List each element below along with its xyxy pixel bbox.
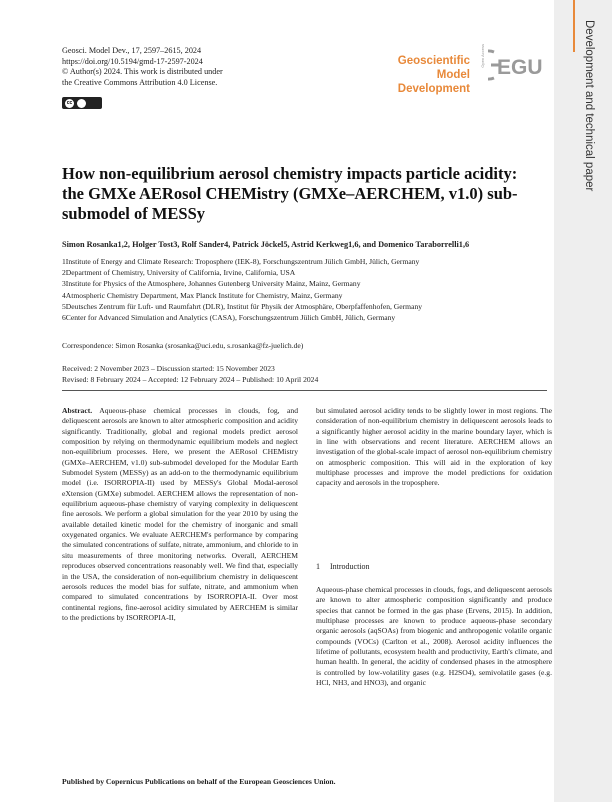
cc-by-icon[interactable] xyxy=(62,97,102,109)
affiliation-list xyxy=(62,256,547,323)
abstract-continuation: but simulated aerosol acidity tends to be slightly lower in most regions. The consideration of non-equilibrium chemistry in deliquescent aerosols leads to a significantly higher aerosol acidity in the marine boundary layer, which is in line with observations and recent literature. AERCHEM allows an investigation of the global-scale impact of aerosol non-equilibrium chemistry on atmospheric composition. This will aid in the exploration of key multiphase processes and improve the model predictions for oxidation capacity and aerosols in the troposphere. xyxy=(316,406,552,488)
publisher-footer: Published by Copernicus Publications on behalf of the European Geosciences Union. xyxy=(62,777,336,786)
abstract-heading: Abstract. xyxy=(62,406,93,415)
egu-logo-text: EGU xyxy=(497,56,543,79)
revised-dates: Revised: 8 February 2024 – Accepted: 12 February 2024 – Published: 10 April 2024 xyxy=(62,375,319,385)
correspondence-line: Correspondence: Simon Rosanka (srosanka@uci.edu, s.rosanka@fz-juelich.de) xyxy=(62,341,304,350)
citation-journal-line: Geosci. Model Dev., 17, 2597–2615, 2024 xyxy=(62,46,202,55)
section-title: Introduction xyxy=(330,562,370,571)
author-list: Simon Rosanka1,2, Holger Tost3, Rolf Sander4, Patrick Jöckel5, Astrid Kerkweg1,6, and Domenico Taraborrelli1,6 xyxy=(62,240,470,249)
egu-logo-icon xyxy=(488,48,546,82)
publication-dates xyxy=(62,363,318,385)
citation-license: the Creative Commons Attribution 4.0 License. xyxy=(62,77,218,87)
open-access-label: Open Access xyxy=(480,44,485,68)
citation-doi-link[interactable]: https://doi.org/10.5194/gmd-17-2597-2024 xyxy=(62,56,203,66)
citation-copyright: © Author(s) 2024. This work is distributed under xyxy=(62,67,223,77)
affiliation-2: 2Department of Chemistry, University of California, Irvine, California, USA xyxy=(62,268,296,278)
affiliation-3: 3Institute for Physics of the Atmosphere, Johannes Gutenberg University Mainz, Mainz, Germany xyxy=(62,279,361,289)
journal-name-line1: Geoscientific xyxy=(397,55,470,67)
affiliation-5: 5Deutsches Zentrum für Luft- und Raumfahrt (DLR), Institut für Physik der Atmosphäre, Oberpfaffenhofen, Germany xyxy=(62,301,423,311)
paper-title: How non-equilibrium aerosol chemistry impacts particle acidity: the GMXe AERosol CHEMistry (GMXe–AERCHEM, v1.0) sub-submodel of MESSy xyxy=(62,164,518,223)
affiliation-1: 1Institute of Energy and Climate Research: Troposphere (IEK-8), Forschungszentrum Jülich GmbH, Jülich, Germany xyxy=(62,257,420,266)
header-divider xyxy=(62,390,547,391)
received-dates: Received: 2 November 2023 – Discussion started: 15 November 2023 xyxy=(62,364,275,373)
journal-name-line2: Model Development xyxy=(397,69,470,95)
affiliation-4: 4Atmospheric Chemistry Department, Max Planck Institute for Chemistry, Mainz, Germany xyxy=(62,290,343,300)
section-heading-introduction xyxy=(316,562,370,571)
affiliation-6: 6Center for Advanced Simulation and Analytics (CASA), Forschungszentrum Jülich GmbH, Jülich, Germany xyxy=(62,313,396,323)
by-icon xyxy=(77,99,86,108)
article-type-label: Development and technical paper xyxy=(583,20,595,192)
abstract-column xyxy=(62,406,298,623)
introduction-text: Aqueous-phase chemical processes in clouds, fogs, and deliquescent aerosols are known to alter atmospheric composition significantly and produce species that cannot be formed in the gas phase (Ervens, 2015). In addition, multiphase processes are known to produce aqueous-phase secondary organic aerosols (aqSOAs) from biogenic and anthropogenic volatile organic compounds (VOCs) (Carlton et al., 2008). Aerosol acidity influences the lifetime of pollutants, ecosystem health and productivity, Earth's climate, and human health. In general, the acidity of condensed phases in the atmosphere is controlled by low-volatility gases (e.g. H2SO4), semivolatile gases (e.g. HCl, NH3, and HNO3), and organic xyxy=(316,585,552,688)
sidebar-accent-line xyxy=(573,0,575,52)
abstract-text: Aqueous-phase chemical processes in clouds, fog, and deliquescent aerosols are known to alter atmospheric composition and acidity significantly. Traditionally, global and regional models predict aerosol composition by relying on thermodynamic equilibrium models and neglect non-equilibrium processes. Here, we present the AERosol CHEMistry (GMXe–AERCHEM, v1.0) sub-submodel developed for the Modular Earth Submodel System (MESSy) as an add-on to the thermodynamic equilibrium model (i.e. ISORROPIA-II) used by MESSy's Global Modal-aerosol eXtension (GMXe) submodel. AERCHEM allows the representation of non-equilibrium aqueous-phase chemistry of varying complexity in deliquescent fine aerosols. We perform a global simulation for the year 2010 by using the available detailed kinetic model for the chemistry of inorganic and small oxygenated organics. We evaluate AERCHEM's performance by comparing the simulated concentrations of sulfate, nitrate, ammonium, and chloride to in situ measurements of three monitoring networks. Overall, AERCHEM reproduces observed concentrations reasonably well. We find that, especially in the USA, the consideration of non-equilibrium chemistry in deliquescent aerosols reduces the model bias for sulfate, nitrate, and ammonium when compared to simulated concentrations by ISORROPIA-II. Over most continental regions, fine-aerosol acidity simulated by AERCHEM is similar to the predictions by ISORROPIA-II, xyxy=(62,406,299,622)
cc-icon: cc xyxy=(66,100,73,106)
section-number: 1 xyxy=(316,562,320,571)
citation-block xyxy=(62,46,223,88)
journal-name xyxy=(368,54,470,96)
